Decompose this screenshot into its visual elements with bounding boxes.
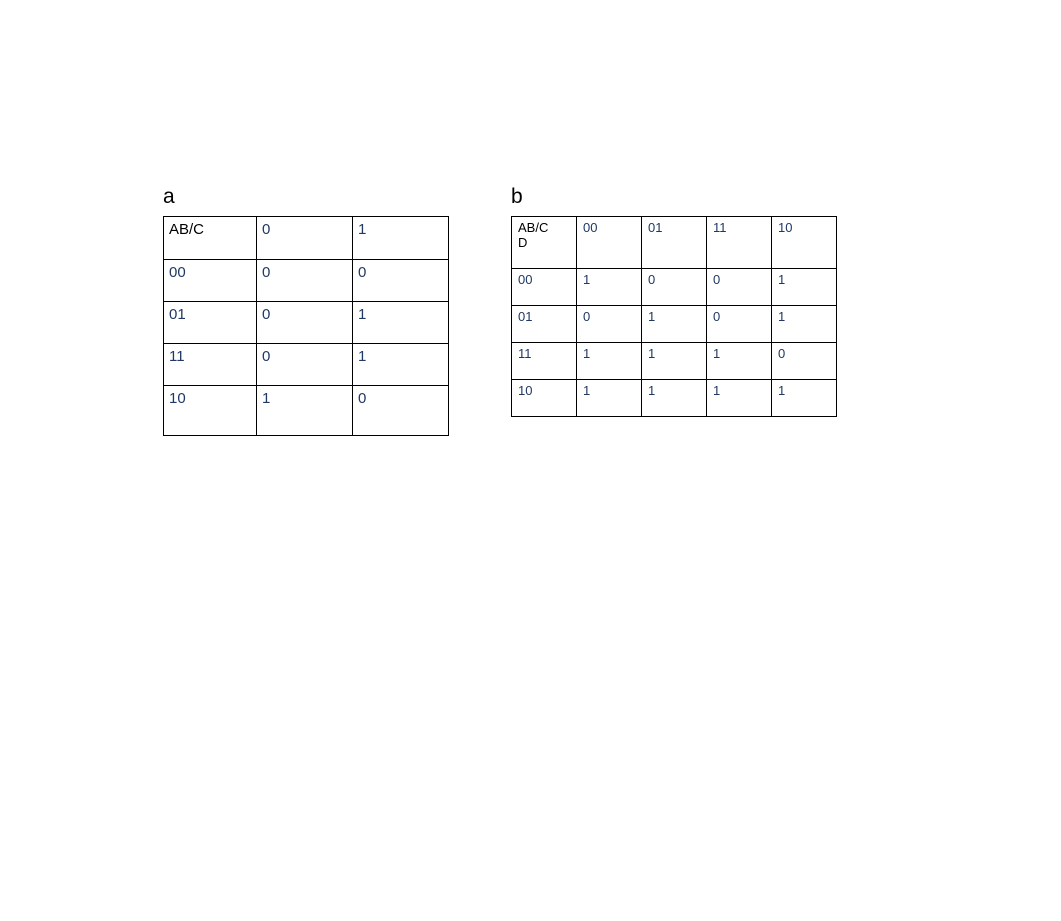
map-a-cell-1-0: 0 [257, 302, 353, 344]
map-b-cell-2-0: 1 [577, 343, 642, 380]
map-b-cell-2-3: 0 [772, 343, 837, 380]
map-a-cell-1-1: 1 [353, 302, 449, 344]
map-a-cell-2-0: 0 [257, 344, 353, 386]
table-row [164, 302, 449, 344]
map-b-cell-1-0: 0 [577, 306, 642, 343]
map-b-caption: b [511, 185, 523, 208]
table-header-row [512, 217, 837, 269]
map-b-row-header-0: 00 [512, 269, 577, 306]
map-b-corner-header [512, 217, 577, 269]
map-b-cell-1-2: 0 [707, 306, 772, 343]
map-b-row-header-3: 10 [512, 380, 577, 417]
map-a-row-header-2: 11 [164, 344, 257, 386]
map-b-cell-0-3: 1 [772, 269, 837, 306]
map-a-row-header-1: 01 [164, 302, 257, 344]
map-a-row-header-3: 10 [164, 386, 257, 436]
map-b-column-header-2: 11 [707, 217, 772, 269]
map-b-column-header-3: 10 [772, 217, 837, 269]
table-row [512, 269, 837, 306]
map-a-cell-0-1: 0 [353, 260, 449, 302]
map-a-row-header-0: 00 [164, 260, 257, 302]
map-b-row-header-1: 01 [512, 306, 577, 343]
table-row [164, 344, 449, 386]
table-header-row [164, 217, 449, 260]
map-b-table [511, 216, 837, 417]
map-b-row-header-2: 11 [512, 343, 577, 380]
map-b-cell-0-1: 0 [642, 269, 707, 306]
table-row [512, 380, 837, 417]
map-a-column-header-1: 1 [353, 217, 449, 260]
map-b-column-header-0: 00 [577, 217, 642, 269]
map-b-cell-1-1: 1 [642, 306, 707, 343]
map-b-cell-0-0: 1 [577, 269, 642, 306]
table-row [164, 386, 449, 436]
map-a-column-header-0: 0 [257, 217, 353, 260]
map-a-cell-2-1: 1 [353, 344, 449, 386]
map-b-cell-2-1: 1 [642, 343, 707, 380]
map-b-column-header-1: 01 [642, 217, 707, 269]
map-b-corner-header-line1: AB/C [518, 220, 549, 235]
map-b-cell-3-1: 1 [642, 380, 707, 417]
map-a-table [163, 216, 449, 436]
map-a-cell-0-0: 0 [257, 260, 353, 302]
map-b-cell-3-0: 1 [577, 380, 642, 417]
map-b-corner-header-line2: D [518, 235, 528, 250]
table-row [512, 306, 837, 343]
map-b-cell-2-2: 1 [707, 343, 772, 380]
map-a-caption: a [163, 185, 175, 208]
map-b-cell-3-3: 1 [772, 380, 837, 417]
map-a-cell-3-0: 1 [257, 386, 353, 436]
map-b-cell-3-2: 1 [707, 380, 772, 417]
karnaugh-map-b [511, 186, 837, 417]
map-a-corner-header: AB/C [164, 217, 257, 260]
map-b-cell-1-3: 1 [772, 306, 837, 343]
map-b-cell-0-2: 0 [707, 269, 772, 306]
table-row [164, 260, 449, 302]
map-a-cell-3-1: 0 [353, 386, 449, 436]
karnaugh-map-a [163, 186, 449, 436]
table-row [512, 343, 837, 380]
